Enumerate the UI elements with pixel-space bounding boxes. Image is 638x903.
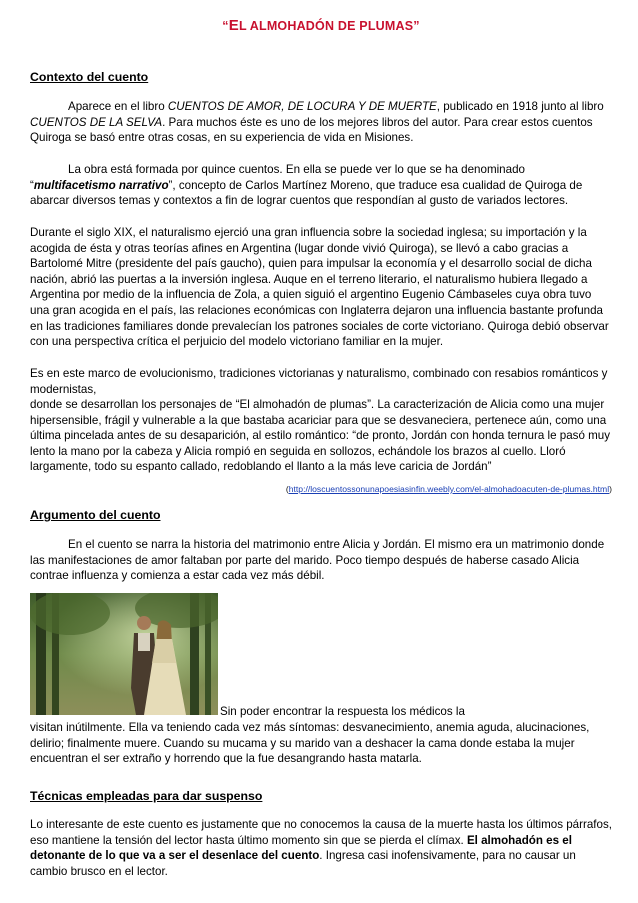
argumento-paragraph-2-first-line: Sin poder encontrar la respuesta los médicos la <box>220 705 465 718</box>
story-illustration-photo <box>30 593 218 715</box>
tecnicas-paragraph-1: Lo interesante de este cuento es justamente que no conocemos la causa de la muerte hasta los últimos párrafos, eso mantiene la tensión del lector hasta último momento sin que se pierda el clímax. El almohadón es el detonante de lo que va a ser el desenlace del cuento. Ingresa casi inofensivamente, para no causar un cambio brusco en el lector. <box>30 818 612 878</box>
document-title: “EL ALMOHADÓN DE PLUMAS” <box>222 17 420 34</box>
contexto-paragraph-3: Durante el siglo XIX, el naturalismo ejerció una gran influencia sobre la sociedad inglesa; su importación y la acogida de ésta y otras teorías afines en Argentina (lugar donde vivió Quiroga), se llevó a cabo gracias a Bartolomé Mitre (presidente del país gaucho), quien para impulsar la economía y el desarrollo social de dicha nación, abrió las puertas a la inversión inglesa. Auque en el terreno literario, el naturalismo hubiera llegado a Argentina por medio de la influencia de Zola, a quien siguió el argentino Eugenio Cámbaseles cuya obra tuvo una gran acogida en el país, las relaciones económicas con Inglaterra dejaron una influencia bastante profunda en las tradiciones familiares donde prevalecían los patrones sociales de corte victoriano. Quiroga debió observar con una perspectiva crítica el perjuicio del modelo victoriano familiar en la mujer. <box>30 226 609 349</box>
source-citation: (http://loscuentossonunapoesiasinfin.weebly.com/el-almohadoacuten-de-plumas.html) <box>285 484 612 494</box>
contexto-paragraph-2: La obra está formada por quince cuentos. En ella se puede ver lo que se ha denominado “multifacetismo narrativo”, concepto de Carlos Martínez Moreno, que traduce esa cualidad de Quiroga de abarcar diversos temas y contextos a fin de lograr cuentos que respondían al gusto de variados lectores. <box>30 163 583 208</box>
argumento-paragraph-1: En el cuento se narra la historia del matrimonio entre Alicia y Jordán. El mismo era un matrimonio donde las manifestaciones de amor faltaban por parte del marido. Poco tiempo después de haberse casado Alicia contrae influenza y comienza a estar cada vez más débil. <box>30 538 605 583</box>
contexto-paragraph-1: Aparece en el libro CUENTOS DE AMOR, DE LOCURA Y DE MUERTE, publicado en 1918 junto al libro CUENTOS DE LA SELVA. Para muchos éste es uno de los mejores libros del autor. Para crear estos cuentos Quiroga se basó entre otras cosas, en su experiencia de vida en Misiones. <box>30 100 604 145</box>
section-heading-argumento: Argumento del cuento <box>30 508 161 522</box>
contexto-paragraph-4b: donde se desarrollan los personajes de “El almohadón de plumas”. La caracterización de Alicia como una mujer hipersensible, frágil y vulnerable a la que bastaba acariciar para que se desvaneciera, pertenece aún, como una última pincelada antes de su desaparición, al estilo romántico: “de pronto, Jordán con honda ternura le pasó muy lento la mano por la cabeza y Alicia rompió en seguida en sollozos, echándole los brazos al cuello. Lloró largamente, todo su espanto callado, redoblando el llanto a la más leve caricia de Jordán” <box>30 398 611 474</box>
argumento-paragraph-2: visitan inútilmente. Ella va teniendo cada vez más síntomas: desvanecimiento, anemia aguda, alucinaciones, delirio; finalmente muere. Cuando su mucama y su marido van a deshacer la cama donde estaba la mujer encuentran el ser extraño y horrendo que la fue desangrando hasta matarla. <box>30 721 590 766</box>
section-heading-tecnicas: Técnicas empleadas para dar suspenso <box>30 789 263 803</box>
section-heading-contexto: Contexto del cuento <box>30 70 149 84</box>
source-link[interactable]: http://loscuentossonunapoesiasinfin.weebly.com/el-almohadoacuten-de-plumas.html <box>288 484 610 494</box>
contexto-paragraph-4a: Es en este marco de evolucionismo, tradiciones victorianas y naturalismo, combinado con resabios románticos y modernistas, <box>30 367 608 396</box>
